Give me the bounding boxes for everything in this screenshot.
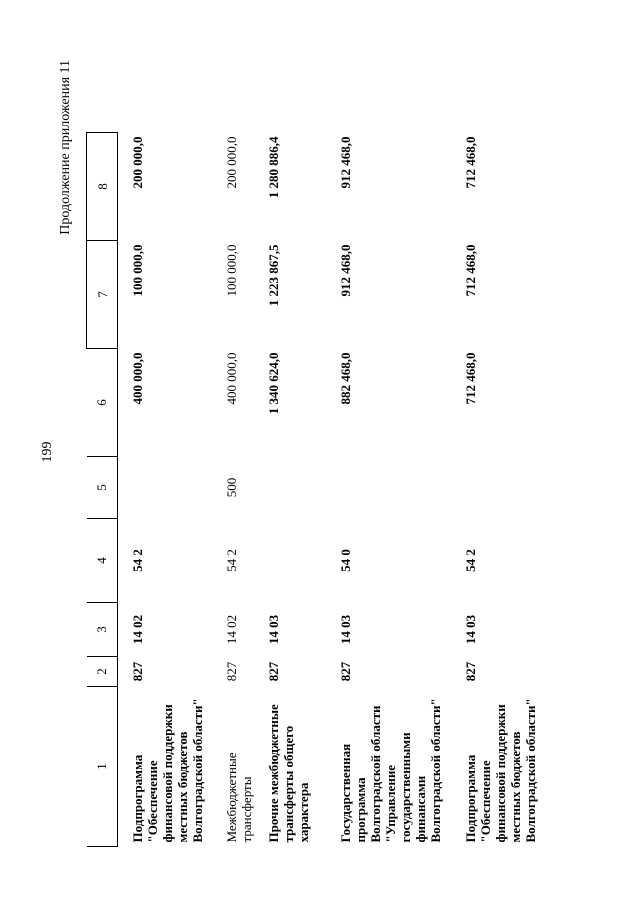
cell-col6: 400 000,0	[130, 352, 145, 405]
cell-col7: 100 000,0	[130, 244, 145, 297]
cell-col3: 14 03	[463, 614, 478, 645]
budget-table	[86, 132, 549, 847]
cell-col8: 200 000,0	[130, 136, 145, 189]
cell-col7: 912 468,0	[338, 244, 353, 297]
cell-col6: 1 340 624,0	[266, 352, 281, 415]
row-name: Подпрограмма "Обеспечение финансовой поддержки местных бюджетов Волгоградской области"	[463, 698, 538, 843]
cell-col8: 712 468,0	[463, 136, 478, 189]
column-header-6: 6	[87, 349, 118, 457]
table-row	[254, 133, 326, 847]
row-name: Государственная программа Волгоградской области "Управление государственными финансами Волгоградской области"	[338, 698, 443, 843]
column-header-7: 7	[87, 241, 118, 349]
column-header-5: 5	[87, 457, 118, 519]
cell-col3: 14 03	[338, 614, 353, 645]
cell-col6: 400 000,0	[224, 352, 239, 405]
cell-col6: 712 468,0	[463, 352, 478, 405]
header-row	[87, 133, 118, 847]
cell-col4: 54 2	[463, 549, 478, 572]
cell-col5	[118, 457, 213, 519]
cell-col2: 827	[224, 661, 239, 682]
cell-col2: 827	[338, 661, 353, 682]
row-name: Подпрограмма "Обеспечение финансовой поддержки местных бюджетов Волгоградской области"	[130, 698, 205, 843]
cell-col5	[451, 457, 549, 519]
column-header-8: 8	[87, 133, 118, 241]
cell-col8: 200 000,0	[224, 136, 239, 189]
cell-col7: 1 223 867,5	[266, 244, 281, 307]
cell-col7: 712 468,0	[463, 244, 478, 297]
cell-col7: 100 000,0	[224, 244, 239, 297]
cell-col6: 882 468,0	[338, 352, 353, 405]
cell-col8: 1 280 886,4	[266, 136, 281, 199]
table-row	[212, 133, 254, 847]
column-header-4: 4	[87, 519, 118, 603]
cell-col3: 14 03	[266, 614, 281, 645]
cell-col2: 827	[266, 661, 281, 682]
cell-col4: 54 2	[224, 549, 239, 572]
cell-col8: 912 468,0	[338, 136, 353, 189]
cell-col4	[254, 519, 326, 603]
cell-col4: 54 2	[130, 549, 145, 572]
row-name: Межбюджетные трансферты	[224, 752, 254, 843]
cell-col5	[326, 457, 451, 519]
column-header-2: 2	[87, 657, 118, 687]
table-row	[451, 133, 549, 847]
page-number: 199	[40, 441, 55, 463]
column-header-1: 1	[87, 687, 118, 847]
table-row	[326, 133, 451, 847]
cell-col4: 54 0	[338, 549, 353, 572]
row-name: Прочие межбюджетные трансферты общего характера	[266, 704, 311, 843]
cell-col5	[254, 457, 326, 519]
column-header-3: 3	[87, 603, 118, 657]
cell-col2: 827	[463, 661, 478, 682]
cell-col5: 500	[224, 477, 239, 498]
cell-col3: 14 02	[224, 614, 239, 645]
appendix-caption: Продолжение приложения 11	[58, 60, 73, 235]
cell-col3: 14 02	[130, 614, 145, 645]
cell-col2: 827	[130, 661, 145, 682]
table-row	[118, 133, 213, 847]
